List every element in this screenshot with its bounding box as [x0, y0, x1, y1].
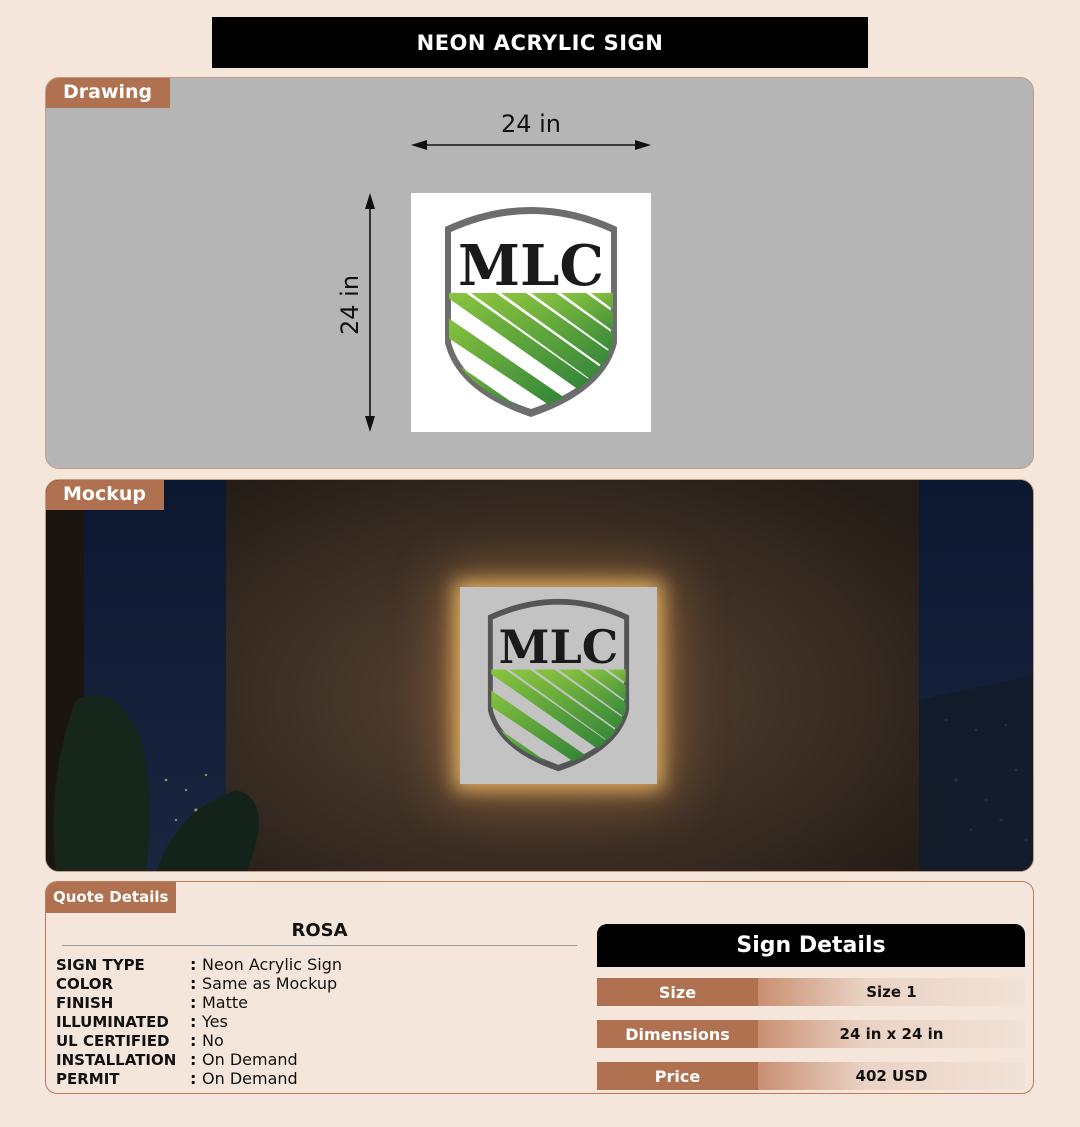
- sign-details-header: Sign Details: [597, 924, 1025, 967]
- mockup-panel: [45, 479, 1034, 872]
- sign-details-row-size: [597, 978, 1025, 1006]
- sign-details-row-dimensions: [597, 1020, 1025, 1048]
- size-label: Size: [597, 978, 758, 1006]
- spec-row-installation: INSTALLATION : On Demand: [56, 1050, 298, 1069]
- size-value: Size 1: [758, 978, 1025, 1006]
- spec-row-color: COLOR : Same as Mockup: [56, 974, 338, 993]
- divider: [62, 945, 577, 946]
- mlc-shield-logo: [411, 193, 651, 432]
- dimensions-value: 24 in x 24 in: [758, 1020, 1025, 1048]
- spec-list: [56, 955, 342, 1088]
- spec-row-permit: PERMIT : On Demand: [56, 1069, 298, 1088]
- client-name: ROSA: [291, 920, 348, 941]
- sign-details-row-price: [597, 1062, 1025, 1090]
- height-dimension-label: 24 in: [336, 274, 364, 335]
- dimensions-label: Dimensions: [597, 1020, 758, 1048]
- spec-row-ul-certified: UL CERTIFIED : No: [56, 1031, 224, 1050]
- quote-details-panel: [45, 881, 1034, 1094]
- price-label: Price: [597, 1062, 758, 1090]
- drawing-tab: Drawing: [46, 78, 170, 108]
- mockup-tab: Mockup: [46, 480, 164, 510]
- price-value: 402 USD: [758, 1062, 1025, 1090]
- mlc-shield-logo-mockup: [460, 587, 657, 784]
- illuminated-sign: [460, 587, 657, 784]
- width-dimension-arrow: [411, 135, 651, 155]
- sign-artwork: [411, 193, 651, 432]
- spec-row-finish: FINISH : Matte: [56, 993, 248, 1012]
- logo-text: MLC: [458, 233, 604, 299]
- logo-text-mockup: MLC: [498, 619, 619, 674]
- width-dimension-label: 24 in: [500, 110, 562, 138]
- spec-row-illuminated: ILLUMINATED : Yes: [56, 1012, 228, 1031]
- spec-row-sign-type: SIGN TYPE : Neon Acrylic Sign: [56, 955, 343, 974]
- page-title: NEON ACRYLIC SIGN: [212, 17, 868, 68]
- quote-details-tab: Quote Details: [46, 882, 176, 913]
